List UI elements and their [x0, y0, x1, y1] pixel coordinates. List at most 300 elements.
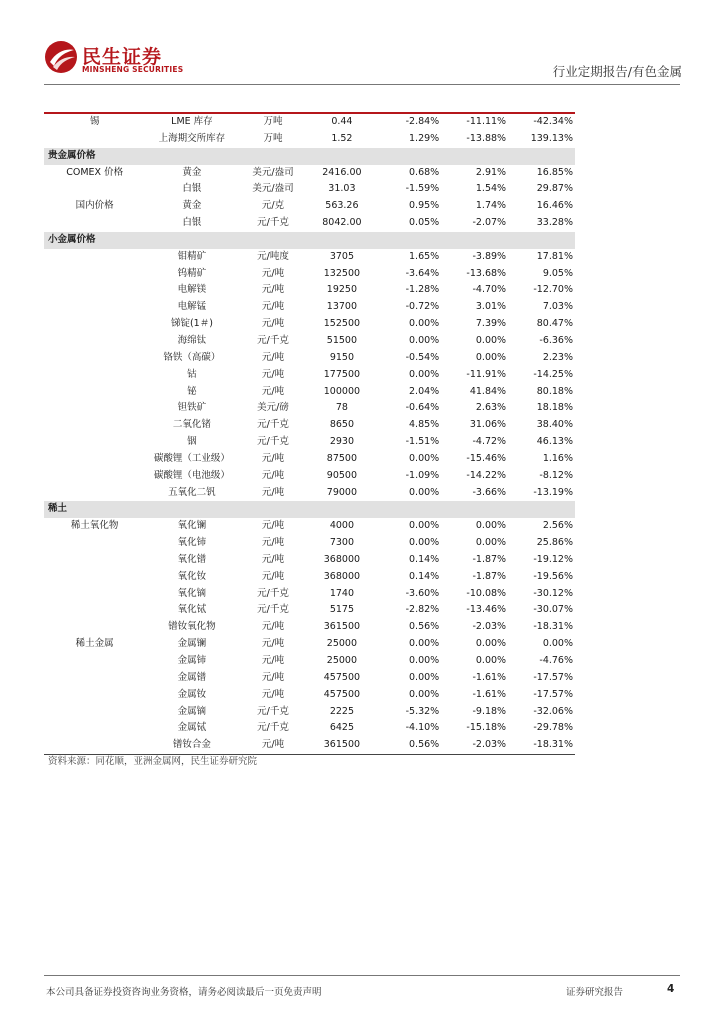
table-row — [44, 451, 575, 468]
ytd-change-cell: -14.25% — [533, 368, 573, 380]
category-cell — [44, 653, 145, 670]
weekly-change-cell: 0.68% — [409, 166, 440, 178]
weekly-change-cell: -3.64% — [405, 267, 440, 279]
section-header-row — [44, 501, 575, 518]
ytd-change-cell: -6.36% — [539, 334, 573, 346]
category-cell — [44, 350, 145, 367]
item-cell: 二氧化锗 — [172, 419, 211, 431]
weekly-change-cell: 0.00% — [409, 318, 440, 330]
weekly-change-cell: 0.14% — [409, 570, 440, 582]
unit-cell: 元/克 — [261, 200, 285, 212]
item-cell: 白银 — [182, 217, 202, 229]
item-cell: 镨钕合金 — [172, 739, 211, 751]
unit-cell: 美元/磅 — [257, 402, 289, 414]
unit-cell: 元/吨度 — [257, 250, 289, 262]
weekly-change-cell: 0.00% — [409, 368, 440, 380]
table-row — [44, 198, 575, 215]
category-cell — [44, 299, 145, 316]
category-cell — [44, 485, 145, 502]
item-cell: 金属钕 — [177, 688, 207, 700]
table-row — [44, 249, 575, 266]
monthly-change-cell: 0.00% — [475, 655, 507, 666]
section-title: 小金属价格 — [44, 232, 575, 249]
price-cell: 1740 — [329, 587, 354, 599]
footer-disclaimer: 本公司具备证券投资咨询业务资格，请务必阅读最后一页免责声明 — [46, 987, 322, 998]
monthly-change-cell: -15.18% — [466, 722, 507, 734]
monthly-change-cell: 2.63% — [475, 402, 507, 414]
item-cell: 白银 — [182, 183, 202, 195]
category-cell — [44, 704, 145, 721]
monthly-change-cell: -2.03% — [472, 739, 507, 751]
table-row — [44, 417, 575, 434]
unit-cell: 元/吨 — [261, 520, 285, 532]
category-cell: 锡 — [89, 116, 100, 127]
weekly-change-cell: 1.29% — [409, 132, 440, 144]
item-cell: 电解镁 — [177, 284, 207, 296]
item-cell: LME 库存 — [171, 116, 213, 127]
table-row — [44, 569, 575, 586]
price-cell: 6425 — [329, 722, 354, 734]
category-cell — [44, 720, 145, 737]
weekly-change-cell: 0.00% — [409, 688, 440, 700]
weekly-change-cell: -1.59% — [405, 183, 440, 195]
monthly-change-cell: -13.88% — [466, 132, 507, 144]
table-row — [44, 114, 575, 131]
ytd-change-cell: 7.03% — [542, 301, 573, 313]
price-cell: 2225 — [329, 705, 354, 717]
price-cell: 3705 — [329, 250, 354, 262]
unit-cell: 元/吨 — [261, 537, 285, 549]
category-cell: 稀土金属 — [75, 638, 114, 650]
item-cell: 钴 — [187, 368, 197, 380]
item-cell: 金属镧 — [177, 638, 207, 650]
unit-cell: 元/吨 — [261, 621, 285, 633]
table-row — [44, 653, 575, 670]
category-cell — [44, 384, 145, 401]
header-divider — [44, 84, 680, 85]
section-header-row — [44, 148, 575, 165]
unit-cell: 元/吨 — [261, 267, 285, 279]
unit-cell: 元/吨 — [261, 671, 285, 683]
item-cell: 五氧化二钒 — [168, 486, 216, 498]
weekly-change-cell: 1.65% — [409, 250, 440, 262]
price-cell: 8650 — [329, 419, 354, 431]
weekly-change-cell: 0.00% — [409, 486, 440, 498]
monthly-change-cell: -10.08% — [466, 587, 507, 599]
price-cell: 51500 — [326, 334, 358, 346]
weekly-change-cell: -1.51% — [405, 436, 440, 448]
weekly-change-cell: -3.60% — [405, 587, 440, 599]
ytd-change-cell: -18.31% — [533, 739, 573, 751]
category-cell — [44, 215, 145, 232]
item-cell: 海绵钛 — [177, 334, 207, 346]
ytd-change-cell: 16.85% — [536, 166, 573, 178]
item-cell: 氧化钕 — [177, 570, 207, 582]
minsheng-logo-icon — [44, 40, 78, 74]
category-cell — [44, 535, 145, 552]
ytd-change-cell: 2.56% — [542, 520, 573, 532]
unit-cell: 元/吨 — [261, 486, 285, 498]
footer-divider — [44, 975, 680, 976]
table-row — [44, 636, 575, 653]
monthly-change-cell: -15.46% — [466, 452, 507, 464]
unit-cell: 元/千克 — [257, 217, 289, 229]
weekly-change-cell: -1.28% — [405, 284, 440, 296]
price-cell: 25000 — [326, 655, 358, 666]
unit-cell: 元/吨 — [261, 638, 285, 650]
ytd-change-cell: -18.31% — [533, 621, 573, 633]
price-cell: 100000 — [323, 385, 361, 397]
unit-cell: 美元/盎司 — [252, 166, 294, 178]
ytd-change-cell: 2.23% — [542, 351, 573, 363]
price-cell: 1.52 — [331, 132, 353, 144]
unit-cell: 万吨 — [263, 132, 283, 144]
price-cell: 90500 — [326, 469, 358, 481]
monthly-change-cell: -1.61% — [472, 671, 507, 683]
weekly-change-cell: -1.09% — [405, 469, 440, 481]
category-cell — [44, 569, 145, 586]
item-cell: 氧化镝 — [177, 587, 207, 599]
unit-cell: 元/吨 — [261, 553, 285, 565]
table-row — [44, 535, 575, 552]
logo-english-text: MINSHENG SECURITIES — [82, 65, 184, 74]
category-cell — [44, 670, 145, 687]
ytd-change-cell: -17.57% — [533, 688, 573, 700]
minsheng-logo — [44, 40, 184, 76]
weekly-change-cell: 0.95% — [409, 200, 440, 212]
price-cell: 152500 — [323, 318, 361, 330]
monthly-change-cell: -14.22% — [466, 469, 507, 481]
unit-cell: 元/吨 — [261, 688, 285, 700]
price-cell: 31.03 — [328, 183, 356, 195]
item-cell: 金属镨 — [177, 671, 207, 683]
ytd-change-cell: 46.13% — [536, 436, 573, 448]
price-cell: 13700 — [326, 301, 358, 313]
table-row — [44, 299, 575, 316]
table-row — [44, 619, 575, 636]
unit-cell: 元/吨 — [261, 351, 285, 363]
weekly-change-cell: 0.00% — [409, 520, 440, 532]
weekly-change-cell: 0.00% — [409, 638, 440, 650]
unit-cell: 元/吨 — [261, 655, 285, 666]
section-title: 贵金属价格 — [44, 148, 575, 165]
weekly-change-cell: -0.54% — [405, 351, 440, 363]
unit-cell: 元/吨 — [261, 739, 285, 751]
ytd-change-cell: -42.34% — [533, 116, 573, 127]
category-cell — [44, 417, 145, 434]
table-row — [44, 468, 575, 485]
weekly-change-cell: -4.10% — [405, 722, 440, 734]
table-row — [44, 687, 575, 704]
item-cell: 铬铁（高碳） — [163, 351, 221, 363]
weekly-change-cell: 4.85% — [409, 419, 440, 431]
weekly-change-cell: 0.14% — [409, 553, 440, 565]
ytd-change-cell: 17.81% — [536, 250, 573, 262]
item-cell: 氧化铈 — [177, 537, 207, 549]
category-cell — [44, 468, 145, 485]
ytd-change-cell: 0.00% — [542, 638, 573, 650]
weekly-change-cell: 0.00% — [409, 334, 440, 346]
category-cell — [44, 687, 145, 704]
weekly-change-cell: -2.82% — [405, 604, 440, 616]
item-cell: 氧化镧 — [177, 520, 207, 532]
unit-cell: 元/吨 — [261, 570, 285, 582]
price-cell: 5175 — [329, 604, 354, 616]
category-cell — [44, 367, 145, 384]
ytd-change-cell: -12.70% — [533, 284, 573, 296]
price-cell: 2416.00 — [322, 166, 362, 178]
ytd-change-cell: 16.46% — [536, 200, 573, 212]
logo-chinese-text: 民生证券 — [82, 46, 163, 68]
category-cell — [44, 602, 145, 619]
ytd-change-cell: 38.40% — [536, 419, 573, 431]
item-cell: 金属镝 — [177, 705, 207, 717]
category-cell: 稀土氧化物 — [70, 520, 119, 532]
item-cell: 铟 — [187, 436, 197, 448]
category-cell — [44, 451, 145, 468]
monthly-change-cell: -4.70% — [472, 284, 507, 296]
weekly-change-cell: 0.00% — [409, 452, 440, 464]
item-cell: 碳酸锂（电池级） — [153, 469, 230, 481]
monthly-change-cell: 2.91% — [475, 166, 507, 178]
report-category-title: 行业定期报告/有色金属 — [552, 64, 682, 79]
price-cell: 361500 — [323, 739, 361, 751]
item-cell: 锑锭(1＃) — [170, 318, 213, 330]
ytd-change-cell: -32.06% — [533, 705, 573, 717]
ytd-change-cell: -19.56% — [533, 570, 573, 582]
price-cell: 2930 — [329, 436, 354, 448]
price-cell: 457500 — [323, 688, 361, 700]
table-row — [44, 333, 575, 350]
unit-cell: 元/千克 — [257, 436, 289, 448]
category-cell — [44, 400, 145, 417]
table-row — [44, 602, 575, 619]
table-row — [44, 485, 575, 502]
category-cell — [44, 249, 145, 266]
monthly-change-cell: 1.74% — [475, 200, 507, 212]
unit-cell: 万吨 — [263, 116, 283, 127]
ytd-change-cell: -8.12% — [539, 469, 573, 481]
price-cell: 25000 — [326, 638, 358, 650]
monthly-change-cell: 0.00% — [475, 520, 507, 532]
ytd-change-cell: 1.16% — [542, 452, 573, 464]
price-cell: 457500 — [323, 671, 361, 683]
item-cell: 氧化铽 — [177, 604, 207, 616]
category-cell: 国内价格 — [75, 200, 114, 212]
item-cell: 黄金 — [182, 200, 202, 212]
category-cell — [44, 552, 145, 569]
monthly-change-cell: 41.84% — [469, 385, 507, 397]
category-cell: COMEX 价格 — [66, 166, 124, 178]
table-row — [44, 434, 575, 451]
unit-cell: 元/千克 — [257, 587, 289, 599]
ytd-change-cell: -29.78% — [533, 722, 573, 734]
weekly-change-cell: 0.00% — [409, 537, 440, 549]
price-cell: 78 — [335, 402, 348, 414]
unit-cell: 元/千克 — [257, 604, 289, 616]
price-cell: 19250 — [326, 284, 358, 296]
weekly-change-cell: -5.32% — [405, 705, 440, 717]
monthly-change-cell: 0.00% — [475, 334, 507, 346]
weekly-change-cell: -0.64% — [405, 402, 440, 414]
item-cell: 碳酸锂（工业级） — [153, 452, 230, 464]
item-cell: 氧化镨 — [177, 553, 207, 565]
table-row — [44, 384, 575, 401]
price-cell: 4000 — [329, 520, 354, 532]
table-row — [44, 165, 575, 182]
monthly-change-cell: -13.68% — [466, 267, 507, 279]
weekly-change-cell: 0.05% — [409, 217, 440, 229]
weekly-change-cell: -2.84% — [405, 116, 440, 127]
table-row — [44, 350, 575, 367]
category-cell — [44, 737, 145, 754]
page-header — [0, 0, 724, 86]
category-cell — [44, 131, 145, 148]
category-cell — [44, 619, 145, 636]
ytd-change-cell: -30.12% — [533, 587, 573, 599]
category-cell — [44, 586, 145, 603]
unit-cell: 元/吨 — [261, 469, 285, 481]
weekly-change-cell: 0.00% — [409, 671, 440, 683]
unit-cell: 元/吨 — [261, 284, 285, 296]
page-number: 4 — [667, 983, 675, 995]
category-cell — [44, 266, 145, 283]
data-source-note: 资料来源：同花顺，亚洲金属网，民生证券研究院 — [48, 756, 258, 767]
table-row — [44, 552, 575, 569]
monthly-change-cell: 3.01% — [475, 301, 507, 313]
table-row — [44, 131, 575, 148]
table-row — [44, 215, 575, 232]
table-row — [44, 737, 575, 754]
price-table-container — [44, 114, 575, 754]
monthly-change-cell: 1.54% — [475, 183, 507, 195]
price-cell: 177500 — [323, 368, 361, 380]
monthly-change-cell: -3.89% — [472, 250, 507, 262]
monthly-change-cell: 7.39% — [475, 318, 507, 330]
unit-cell: 美元/盎司 — [252, 183, 294, 195]
ytd-change-cell: -30.07% — [533, 604, 573, 616]
table-row — [44, 670, 575, 687]
ytd-change-cell: 33.28% — [536, 217, 573, 229]
price-cell: 9150 — [329, 351, 354, 363]
category-cell — [44, 333, 145, 350]
item-cell: 黄金 — [182, 166, 202, 178]
price-cell: 79000 — [326, 486, 358, 498]
monthly-change-cell: 0.00% — [475, 537, 507, 549]
ytd-change-cell: 29.87% — [536, 183, 573, 195]
item-cell: 金属铽 — [177, 722, 207, 734]
price-cell: 87500 — [326, 452, 358, 464]
unit-cell: 元/千克 — [257, 334, 289, 346]
monthly-change-cell: -13.46% — [466, 604, 507, 616]
monthly-change-cell: -9.18% — [472, 705, 507, 717]
monthly-change-cell: 31.06% — [469, 419, 507, 431]
price-cell: 7300 — [329, 537, 354, 549]
item-cell: 钨精矿 — [177, 267, 207, 279]
table-row — [44, 400, 575, 417]
item-cell: 镨钕氧化物 — [168, 621, 216, 633]
category-cell — [44, 434, 145, 451]
weekly-change-cell: 0.56% — [409, 739, 440, 751]
weekly-change-cell: 0.00% — [409, 655, 440, 666]
item-cell: 上海期交所库存 — [158, 132, 226, 144]
footer-report-type: 证券研究报告 — [566, 987, 624, 998]
table-row — [44, 586, 575, 603]
ytd-change-cell: -19.12% — [533, 553, 573, 565]
weekly-change-cell: 0.56% — [409, 621, 440, 633]
price-cell: 8042.00 — [322, 217, 362, 229]
table-row — [44, 282, 575, 299]
weekly-change-cell: -0.72% — [405, 301, 440, 313]
monthly-change-cell: 0.00% — [475, 638, 507, 650]
price-cell: 368000 — [323, 553, 361, 565]
price-cell: 368000 — [323, 570, 361, 582]
table-row — [44, 316, 575, 333]
category-cell — [44, 181, 145, 198]
monthly-change-cell: -11.11% — [466, 116, 507, 127]
unit-cell: 元/吨 — [261, 452, 285, 464]
unit-cell: 元/千克 — [257, 419, 289, 431]
section-title: 稀土 — [44, 501, 575, 518]
table-row — [44, 266, 575, 283]
item-cell: 电解锰 — [177, 301, 207, 313]
table-row — [44, 720, 575, 737]
unit-cell: 元/千克 — [257, 722, 289, 734]
ytd-change-cell: 80.18% — [536, 385, 573, 397]
item-cell: 钽铁矿 — [177, 402, 207, 414]
section-header-row — [44, 232, 575, 249]
table-row — [44, 181, 575, 198]
unit-cell: 元/千克 — [257, 705, 289, 717]
monthly-change-cell: -2.03% — [472, 621, 507, 633]
monthly-change-cell: -1.87% — [472, 570, 507, 582]
ytd-change-cell: -4.76% — [539, 655, 573, 666]
unit-cell: 元/吨 — [261, 385, 285, 397]
monthly-change-cell: -3.66% — [472, 486, 507, 498]
price-cell: 361500 — [323, 621, 361, 633]
category-cell — [44, 282, 145, 299]
monthly-change-cell: -1.61% — [472, 688, 507, 700]
ytd-change-cell: -13.19% — [533, 486, 573, 498]
price-cell: 0.44 — [331, 116, 353, 127]
item-cell: 铋 — [187, 385, 197, 397]
item-cell: 钼精矿 — [177, 250, 207, 262]
ytd-change-cell: -17.57% — [533, 671, 573, 683]
monthly-change-cell: -11.91% — [466, 368, 507, 380]
unit-cell: 元/吨 — [261, 301, 285, 313]
table-row — [44, 704, 575, 721]
metal-price-table — [44, 114, 575, 754]
monthly-change-cell: -4.72% — [472, 436, 507, 448]
weekly-change-cell: 2.04% — [409, 385, 440, 397]
monthly-change-cell: -2.07% — [472, 217, 507, 229]
ytd-change-cell: 139.13% — [530, 132, 573, 144]
monthly-change-cell: 0.00% — [475, 351, 507, 363]
ytd-change-cell: 80.47% — [536, 318, 573, 330]
item-cell: 金属铈 — [177, 655, 207, 666]
ytd-change-cell: 25.86% — [536, 537, 573, 549]
category-cell — [44, 316, 145, 333]
ytd-change-cell: 18.18% — [536, 402, 573, 414]
table-row — [44, 518, 575, 535]
price-cell: 563.26 — [325, 200, 359, 212]
monthly-change-cell: -1.87% — [472, 553, 507, 565]
unit-cell: 元/吨 — [261, 368, 285, 380]
table-row — [44, 367, 575, 384]
ytd-change-cell: 9.05% — [542, 267, 573, 279]
unit-cell: 元/吨 — [261, 318, 285, 330]
price-cell: 132500 — [323, 267, 361, 279]
